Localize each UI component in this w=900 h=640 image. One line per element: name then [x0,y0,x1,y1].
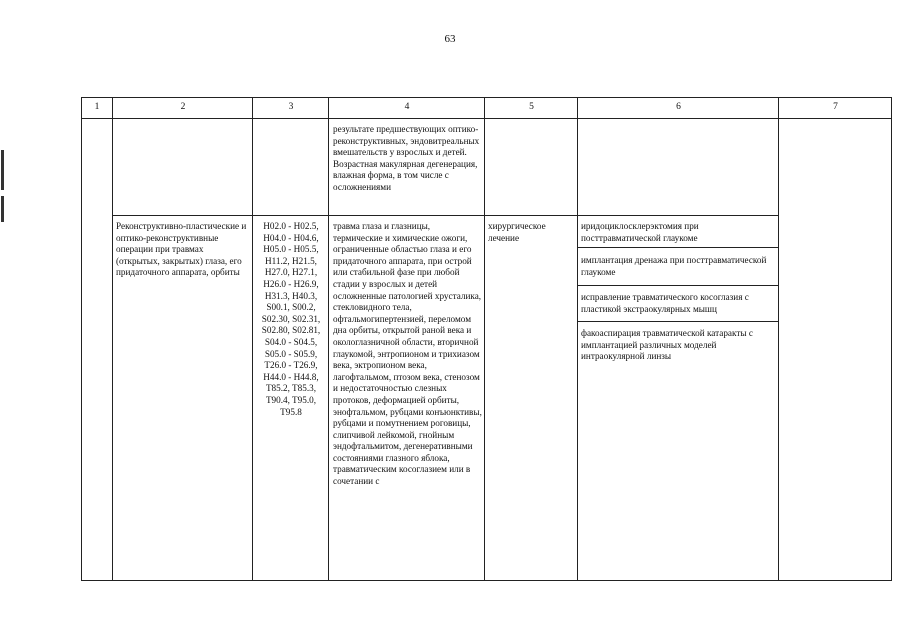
scan-edge-mark [1,196,4,222]
continuation-diagnosis-text: результате предшествующих оптико-реконструктивных, эндовитреальных вмешательств у взрослых и детей. Возрастная макулярная дегенерация, влажная форма, в том числе с осложнениями [333,124,480,192]
scan-edge-mark [1,150,4,190]
header-col-2: 2 [180,102,186,112]
treatment-method-1: иридоциклосклерэктомия при посттравматической глаукоме [581,221,699,243]
header-col-4: 4 [404,102,410,112]
treatment-type: хирургическое лечение [488,221,546,243]
header-col-1: 1 [94,102,100,112]
icd-codes: H02.0 - H02.5, H04.0 - H04.6, H05.0 - H05.5, H11.2, H21.5, H27.0, H27.1, H26.0 - H26.9, H31.3, H40.3, S00.1, S00.2, S02.30, S02.31, S02.80, S02.81, S04.0 - S04.5, S05.0 - S05.9, T26.0 - T26.9, H44.0 - H44.8, T85.2, T85.3, T90.4, T95.0, T95.8 [261,221,321,417]
header-col-3: 3 [288,102,294,112]
procedures-table [81,97,892,581]
page-number: 63 [444,33,456,45]
treatment-method-2: имплантация дренажа при посттравматической глаукоме [581,255,767,277]
diagnosis-description: травма глаза и глазницы, термические и химические ожоги, ограниченные областью глаза и его придаточного аппарата, при острой или стабильной фазе при любой стадии у взрослых и детей осложненные патологией хрусталика, стекловидного тела, офтальмогипертензией, переломом дна орбиты, открытой раной века и окологлазничной области, вторичной глаукомой, энтропионом и трихиазом века, эктропионом века, лагофтальмом, птозом века, стенозом и недостаточностью слезных протоков, деформацией орбиты, энофтальмом, рубцами конъюнктивы, рубцами и помутнением роговицы, слипчивой лейкомой, гнойным эндофтальмитом, дегенеративными состояниями глазного яблока, травматическим косоглазием или в сочетании с [333,221,482,487]
treatment-method-4: факоаспирация травматической катаракты с имплантацией различных моделей интраокулярной линзы [581,328,753,362]
treatment-method-3: исправление травматического косоглазия с пластикой экстраокулярных мышц [581,292,749,314]
header-col-7: 7 [833,102,838,112]
procedure-group-name: Реконструктивно-пластические и оптико-реконструктивные операции при травмах (открытых, закрытых) глаза, его придаточного аппарата, орбиты [116,221,247,278]
header-col-5: 5 [529,102,534,112]
header-col-6: 6 [676,102,681,112]
